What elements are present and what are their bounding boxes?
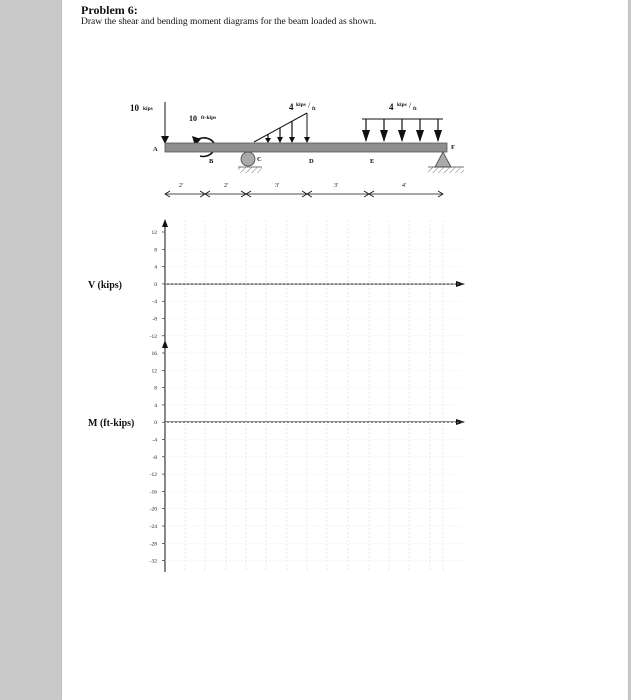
span-bc: 2' <box>224 183 229 189</box>
span-de: 3' <box>334 183 339 189</box>
shear-tick-label: 4 <box>154 264 157 271</box>
shear-tick-label: 0 <box>154 281 157 288</box>
ramp-load <box>254 113 310 143</box>
point-label-e: E <box>370 158 375 165</box>
dimension-line <box>165 191 443 197</box>
moment-tick-label: -28 <box>149 541 157 548</box>
uniform-load-slash: / <box>409 101 412 110</box>
moment-tick-label: -24 <box>149 524 157 530</box>
moment-unit: ft-kips <box>201 115 217 121</box>
shear-tick-label: 12 <box>151 230 157 236</box>
shear-tick-label: -12 <box>149 333 157 340</box>
ramp-load-value: 4 <box>289 102 294 112</box>
uniform-load-arrow <box>398 119 406 142</box>
point-load-arrow <box>161 102 169 144</box>
point-label-f: F <box>451 144 455 151</box>
span-ef: 4' <box>402 183 407 189</box>
span-cd: 3' <box>275 183 280 189</box>
moment-tick-label: -8 <box>152 454 157 461</box>
moment-tick-label: -12 <box>149 472 157 479</box>
moment-tick-label: -20 <box>149 506 157 513</box>
moment-axes <box>162 340 465 572</box>
shear-tick-label: -4 <box>152 299 157 306</box>
moment-tick-label: 8 <box>154 385 157 392</box>
moment-value: 10 <box>189 114 197 123</box>
moment-tick-label: 12 <box>151 368 157 375</box>
uniform-load-arrow <box>380 119 388 142</box>
uniform-load-unit: kips <box>397 102 407 108</box>
uniform-load-arrow <box>434 119 442 142</box>
uniform-load-value: 4 <box>389 102 394 112</box>
uniform-load <box>362 119 443 142</box>
point-label-c: C <box>257 156 262 163</box>
moment-tick-label: -32 <box>149 558 157 565</box>
beam-body <box>165 143 447 152</box>
shear-axes <box>162 219 465 344</box>
problem-title: Problem 6: <box>81 3 138 17</box>
problem-instruction: Draw the shear and bending moment diagrams for the beam loaded as shown. <box>81 17 377 27</box>
point-label-d: D <box>309 158 314 165</box>
diagram-grid <box>185 220 443 572</box>
moment-tick-label: 16 <box>151 351 157 357</box>
uniform-load-arrow <box>416 119 424 142</box>
shear-tick-label: 8 <box>154 247 157 254</box>
moment-tick-label: -16 <box>149 489 157 496</box>
shear-tick-label: -8 <box>152 316 157 323</box>
pin-support <box>428 152 464 173</box>
moment-tick-label: 4 <box>154 402 157 409</box>
point-load-unit: kips <box>143 106 153 112</box>
point-label-a: A <box>153 146 158 153</box>
ramp-load-unit: kips <box>296 102 306 108</box>
ramp-load-per: ft <box>312 106 316 112</box>
moment-tick-label: 0 <box>154 420 157 427</box>
uniform-load-per: ft <box>413 106 417 112</box>
point-label-b: B <box>209 158 214 165</box>
span-ab: 2' <box>179 183 184 189</box>
point-load-value: 10 <box>130 103 139 113</box>
moment-tick-label: -4 <box>152 437 157 444</box>
uniform-load-arrow <box>362 119 370 142</box>
shear-axis-label: V (kips) <box>88 280 122 291</box>
moment-axis-label: M (ft-kips) <box>88 418 135 429</box>
ramp-load-slash: / <box>308 101 311 110</box>
